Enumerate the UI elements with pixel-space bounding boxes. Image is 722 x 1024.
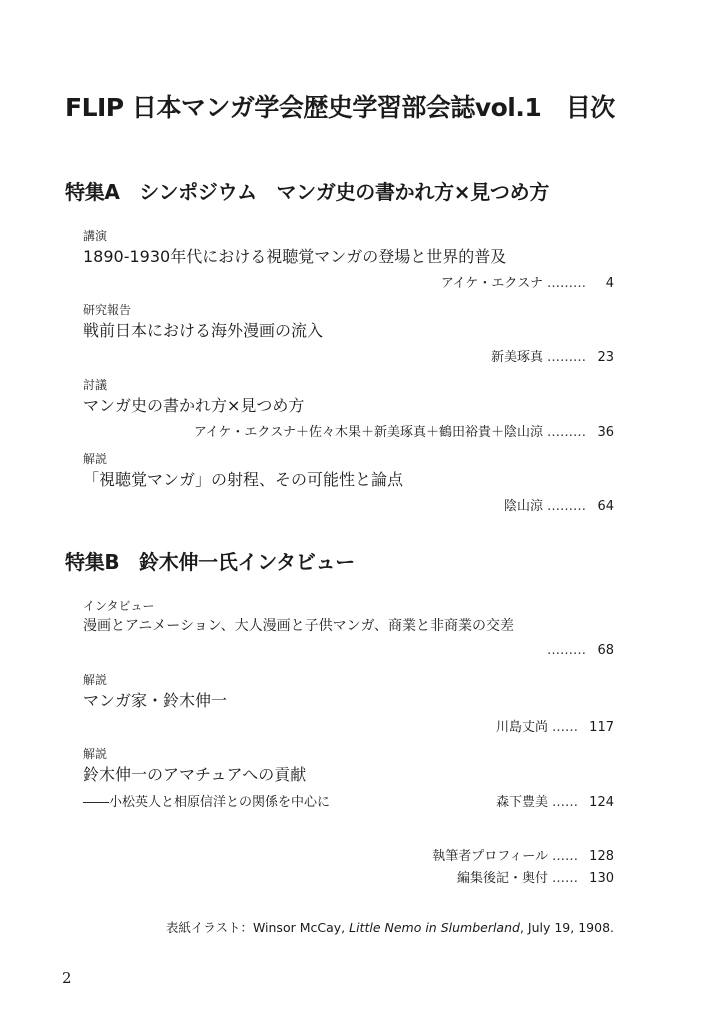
entry-title: 1890-1930年代における視聴覚マンガの登場と世界的普及 — [83, 247, 507, 266]
entry-category: 討議 — [83, 378, 108, 392]
leader-dots: ……… — [547, 276, 586, 291]
leader-dots: …… — [552, 871, 578, 886]
section-a-heading: 特集A シンポジウム マンガ史の書かれ方×見つめ方 — [65, 180, 550, 204]
entry-byline — [496, 716, 614, 735]
entry-category: インタビュー — [83, 599, 155, 613]
entry-author: 陰山涼 — [503, 499, 543, 514]
entry-byline — [543, 643, 614, 658]
page-title: FLIP 日本マンガ学会歴史学習部会誌vol.1 目次 — [65, 93, 615, 122]
backmatter-page: 128 — [589, 849, 614, 864]
page-number: 2 — [62, 969, 72, 987]
leader-dots: ……… — [547, 643, 586, 658]
backmatter-item — [457, 867, 614, 886]
leader-dots: …… — [552, 720, 578, 735]
backmatter-label: 編集後記・奥付 — [456, 871, 548, 886]
leader-dots: …… — [552, 849, 578, 864]
entry-category: 研究報告 — [83, 303, 132, 317]
entry-byline — [441, 272, 614, 291]
backmatter-page: 130 — [589, 871, 614, 886]
entry-byline — [491, 346, 614, 365]
entry-title: 鈴木伸一のアマチュアへの貢献 — [83, 765, 307, 784]
entry-page: 124 — [589, 795, 614, 810]
leader-dots: ……… — [547, 499, 586, 514]
entry-category: 解説 — [83, 673, 108, 687]
entry-byline — [496, 791, 614, 810]
leader-dots: …… — [552, 795, 578, 810]
entry-title: 戦前日本における海外漫画の流入 — [83, 321, 324, 340]
entry-category: 講演 — [83, 229, 108, 243]
caption-prefix: 表紙イラスト：Winsor McCay, — [165, 920, 350, 935]
leader-dots: ……… — [547, 425, 586, 440]
entry-page: 117 — [589, 720, 614, 735]
entry-title: マンガ家・鈴木伸一 — [83, 691, 228, 710]
entry-page: 36 — [597, 425, 614, 440]
entry-author: アイケ・エクスナ — [440, 276, 543, 291]
entry-byline — [504, 495, 614, 514]
entry-category: 解説 — [83, 747, 108, 761]
caption-work: Little Nemo in Slumberland — [349, 920, 520, 935]
cover-caption — [166, 918, 614, 936]
entry-page: 23 — [597, 350, 614, 365]
backmatter-item — [432, 845, 614, 864]
section-b-heading: 特集B 鈴木伸一氏インタビュー — [65, 550, 355, 574]
entry-byline — [194, 421, 614, 440]
entry-page: 4 — [605, 276, 614, 291]
entry-page: 68 — [597, 643, 614, 658]
entry-title: 「視聴覚マンガ」の射程、その可能性と論点 — [83, 470, 404, 489]
entry-title: マンガ史の書かれ方×見つめ方 — [83, 396, 305, 415]
backmatter-label: 執筆者プロフィール — [432, 849, 548, 864]
entry-author: アイケ・エクスナ＋佐々木果＋新美琢真＋鶴田裕貴＋陰山涼 — [193, 425, 543, 440]
entry-title: 漫画とアニメーション、大人漫画と子供マンガ、商業と非商業の交差 — [83, 618, 515, 634]
leader-dots: ……… — [547, 350, 586, 365]
entry-author: 川島丈尚 — [495, 720, 548, 735]
entry-category: 解説 — [83, 452, 108, 466]
entry-author: 森下豊美 — [495, 795, 548, 810]
caption-suffix: , July 19, 1908. — [519, 920, 614, 935]
entry-page: 64 — [597, 499, 614, 514]
entry-subtitle: ――小松英人と相原信洋との関係を中心に — [83, 795, 331, 810]
entry-author: 新美琢真 — [490, 350, 543, 365]
